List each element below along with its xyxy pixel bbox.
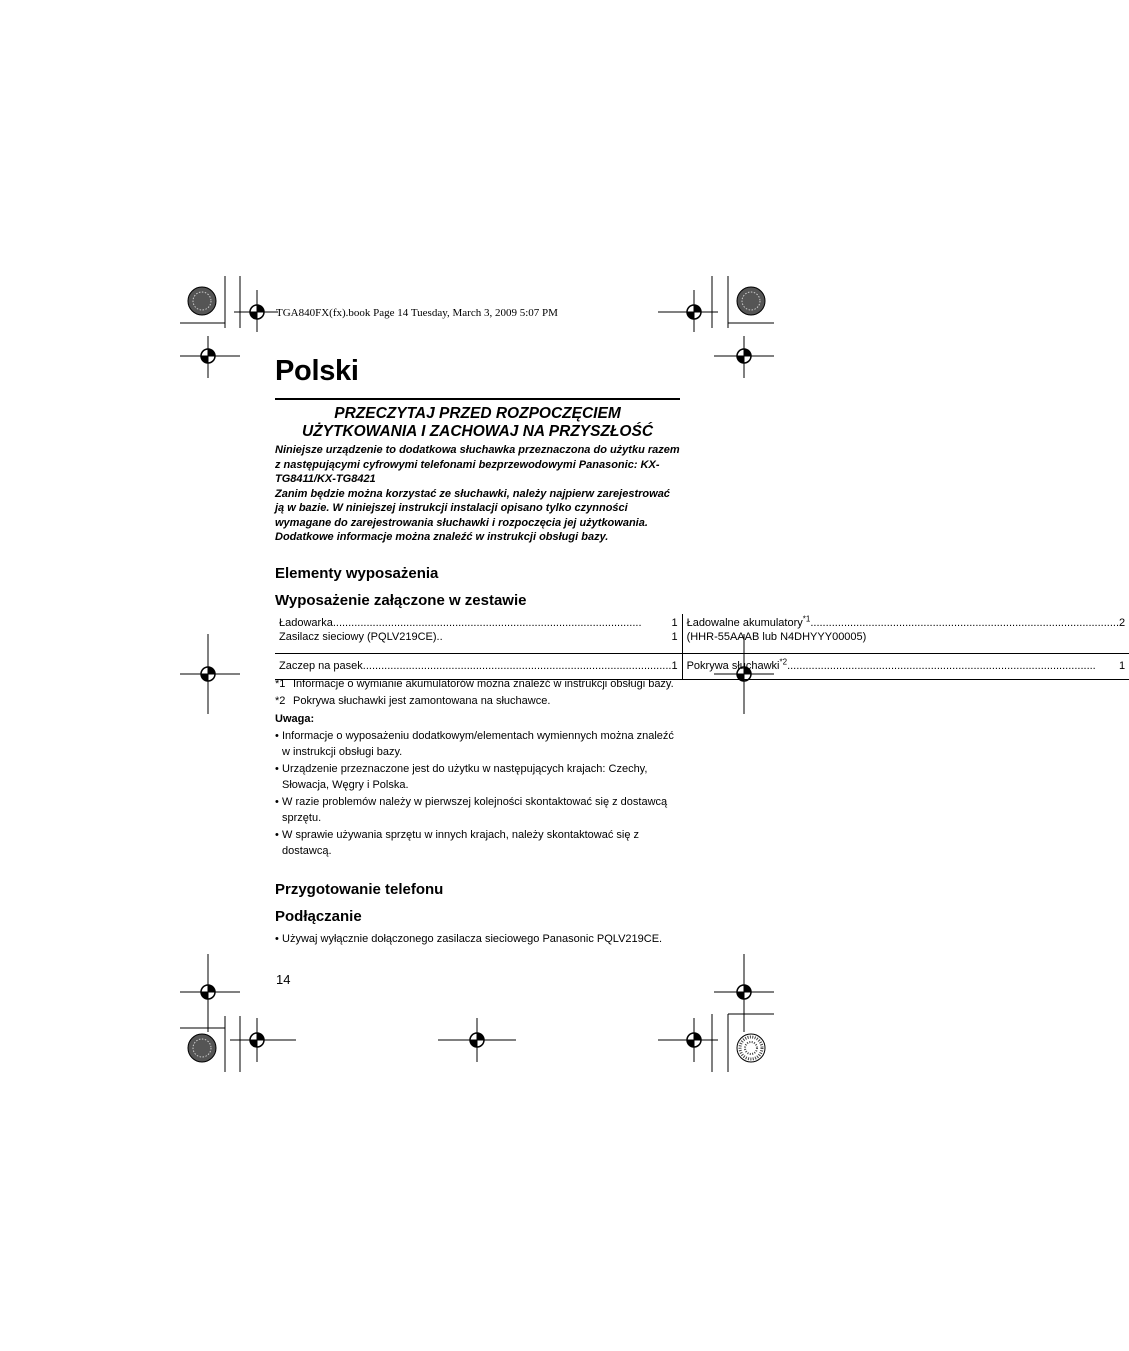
- section-heading-accessories: Elementy wyposażenia: [275, 565, 439, 582]
- accessories-table: [275, 614, 1129, 680]
- leader-dots: ..: [436, 631, 443, 643]
- notes-block: [275, 676, 680, 860]
- accessory-qty: 1: [671, 660, 678, 672]
- accessory-qty: 1: [1119, 660, 1126, 672]
- table-cell: [682, 654, 1129, 680]
- section-heading-prep: Przygotowanie telefonu: [275, 881, 444, 898]
- bullet: •: [275, 730, 279, 742]
- warning-line-2: UŻYTKOWANIA I ZACHOWAJ NA PRZYSZŁOŚĆ: [301, 423, 654, 440]
- warning-heading: [275, 405, 680, 441]
- note-text: W sprawie używania sprzętu w innych krajach, należy skontaktować się z dostawcą.: [282, 829, 640, 857]
- leader-dots: [333, 616, 672, 630]
- table-cell: [275, 614, 682, 654]
- footnote-ref: *2: [779, 657, 788, 667]
- accessory-name: [687, 616, 811, 630]
- accessory-qty: 1: [671, 631, 678, 643]
- accessory-name: Zasilacz sieciowy (PQLV219CE): [279, 631, 437, 643]
- footnote-ref: *1: [802, 614, 811, 624]
- accessory-qty: 1: [671, 617, 678, 629]
- section-heading-included: Wyposażenie załączone w zestawie: [275, 592, 527, 609]
- leader-dots: [810, 616, 1119, 630]
- footnote-key: *1: [275, 678, 286, 690]
- book-info-header: TGA840FX(fx).book Page 14 Tuesday, March 3, 2009 5:07 PM: [276, 307, 558, 319]
- accessory-model: (HHR-55AAAB lub N4DHYYY00005): [686, 631, 867, 643]
- note-text: Urządzenie przeznaczone jest do użytku w następujących krajach: Czechy, Słowacja, Węgry i Polska.: [282, 763, 648, 791]
- warning-line-1: PRZECZYTAJ PRZED ROZPOCZĘCIEM: [334, 405, 621, 422]
- intro-text: [275, 443, 680, 545]
- bullet: •: [275, 796, 279, 808]
- leader-dots: [363, 659, 672, 673]
- leader-dots: [787, 659, 1119, 673]
- footnote: [275, 676, 680, 692]
- footnote-text: Informacje o wymianie akumulatorów można znaleźć w instrukcji obsługi bazy.: [293, 678, 674, 690]
- bullet: •: [275, 829, 279, 841]
- bullet: •: [275, 763, 279, 775]
- accessory-item: [279, 659, 678, 673]
- table-cell: [682, 614, 1129, 654]
- list-item: [275, 931, 685, 947]
- list-item: [275, 728, 680, 760]
- note-text: Informacje o wyposażeniu dodatkowym/elementach wymiennych można znaleźć w instrukcji obsługi bazy.: [282, 730, 674, 758]
- accessory-name-text: Pokrywa słuchawki: [686, 660, 780, 672]
- note-text: Używaj wyłącznie dołączonego zasilacza sieciowego Panasonic PQLV219CE.: [282, 933, 663, 945]
- note-label: Uwaga:: [275, 713, 315, 725]
- title-divider: [275, 398, 680, 400]
- list-item: [275, 761, 680, 793]
- accessory-name: [687, 659, 787, 673]
- footnote-text: Pokrywa słuchawki jest zamontowana na słuchawce.: [293, 695, 551, 707]
- list-item: [275, 827, 680, 859]
- page-number: 14: [276, 972, 291, 987]
- accessory-name: Zaczep na pasek: [279, 660, 363, 672]
- accessory-item: [279, 630, 678, 644]
- accessory-qty: 2: [1119, 617, 1126, 629]
- accessory-item: [279, 616, 678, 630]
- page-title: Polski: [275, 355, 359, 387]
- table-row: [275, 614, 1129, 654]
- accessory-item: [687, 616, 1126, 630]
- list-item: [275, 794, 680, 826]
- bullet: •: [275, 933, 279, 945]
- footnote: [275, 693, 680, 709]
- accessory-item: [687, 659, 1126, 673]
- section-heading-connect: Podłączanie: [275, 908, 362, 925]
- intro-paragraph-1: Niniejsze urządzenie to dodatkowa słuchawka przeznaczona do użytku razem z następującymi cyfrowymi telefonami bezprzewodowymi Panasonic: KX-TG8411/KX-TG8421: [275, 444, 680, 485]
- accessory-name-text: Ładowalne akumulatory: [686, 617, 803, 629]
- note-text: W razie problemów należy w pierwszej kolejności skontaktować się z dostawcą sprzętu.: [282, 796, 668, 824]
- accessory-name: Ładowarka: [279, 617, 333, 629]
- footnote-key: *2: [275, 695, 286, 707]
- intro-paragraph-2: Zanim będzie można korzystać ze słuchawki, należy najpierw zarejestrować ją w bazie. W niniejszej instrukcji instalacji opisano tylko czynności wymagane do zarejestrowania słuchawki i rozpoczęcia jej użytkowania. Dodatkowe informacje można znaleźć w instrukcji obsługi bazy.: [275, 487, 670, 543]
